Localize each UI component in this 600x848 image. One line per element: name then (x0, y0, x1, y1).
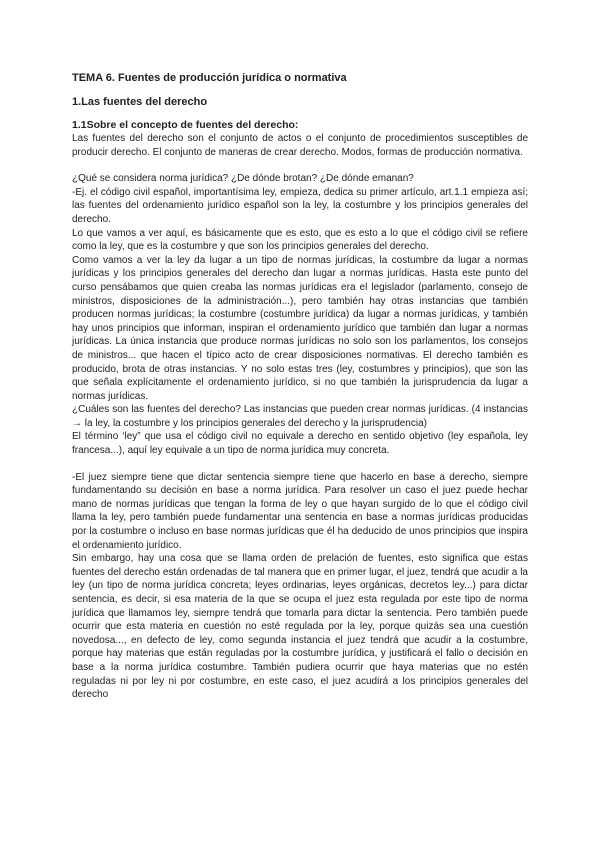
paragraph-which-sources: ¿Cuáles son las fuentes del derecho? Las instancias que pueden crear normas jurídicas. (4 instancias → la ley, la costumbre y los principios generales del derecho y la jurisprudencia) (72, 404, 528, 429)
paragraph-prelation: Sin embargo, hay una cosa que se llama orden de prelación de fuentes, esto significa que estas fuentes del derecho están ordenadas de tal manera que en primer lugar, el juez, tendrá que acudir a la ley (un tipo de norma jurídica concreta; leyes ordinarias, leyes orgánicas, decretos ley...) para dictar sentencia, es decir, si esa materia de la que se ocupa el juez esta regulada por este tipo de norma jurídica que llamamos ley, siempre tendrá que tomarla para dictar la sentencia. Pero también puede ocurrir que esta materia en cuestión no esté regulada por la ley, porque quizás sea una cuestión novedosa..., en defecto de ley, como segunda instancia el juez tendrá que acudir a la costumbre, porque hay materias que están reguladas por la costumbre jurídica, y justificará el fallo o decisión en base a la norma jurídica costumbre. También pudiera ocurrir que haya materias que no estén reguladas ni por ley ni por costumbre, en este caso, el juez acudirá a los principios generales del derecho (72, 553, 528, 701)
paragraph-judge: -El juez siempre tiene que dictar sentencia siempre tiene que hacerlo en base a derecho, siempre fundamentando su decisión en base a norma jurídica. Para resolver un caso el juez puede hechar mano de normas jurídicas que tengan la forma de ley o que hayan surgido de lo que el código civil llama la ley, pero también puede fundamentar una sentencia en base a normas jurídicas producidas por la costumbre o incluso en base normas jurídicas que él ha deducido de unos principios que inspira el ordenamiento jurídico. (72, 471, 528, 551)
section-heading: 1.Las fuentes del derecho (72, 96, 208, 108)
paragraph-questions: ¿Qué se considera norma jurídica? ¿De dónde brotan? ¿De dónde emanan? (72, 173, 414, 185)
document-title: TEMA 6. Fuentes de producción jurídica o normativa (72, 72, 347, 84)
paragraph-definition: Las fuentes del derecho son el conjunto de actos o el conjunto de procedimientos susceptibles de producir derecho. El conjunto de maneras de crear derecho. Modos, formas de producción normativa. (72, 133, 528, 158)
paragraph-overview: Lo que vamos a ver aquí, es básicamente que es esto, que es esto a lo que el código civil se refiere como la ley, que es la costumbre y que son los principios generales del derecho. (72, 227, 528, 253)
subsection-heading: 1.1Sobre el concepto de fuentes del derecho: (72, 119, 299, 131)
paragraph-sources-explained: Como vamos a ver la ley da lugar a un tipo de normas jurídicas, la costumbre da lugar a normas jurídicas y los principios generales del derecho dan lugar a normas jurídicas. Hasta este punto del curso pensábamos que quien creaba las normas jurídicas era el legislador (parlamento, consejo de ministros, disposiciones de la administración...), pero también hay otras instancias que también producen normas jurídicas; la costumbre (costumbre jurídica) da lugar a normas jurídicas, y también hay unos principios que informan, inspiran el ordenamiento jurídico que también dan lugar a normas jurídicas. La única instancia que produce normas jurídicas no solo son los parlamentos, los consejos de ministros... que hacen el típico acto de crear disposiciones normativas. El derecho también es producido, brota de otras instancias. Y no solo estas tres (ley, costumbres y principios), que son las que señala explícitamente el ordenamiento jurídico, si no que también la jurisprudencia da lugar a normas jurídicas. (72, 254, 528, 402)
paragraph-example: -Ej. el código civil español, importantísima ley, empieza, dedica su primer artículo, art.1.1 empieza así; las fuentes del ordenamiento jurídico español son la ley, la costumbre y los principios generales del derecho. (72, 186, 528, 225)
document-body (72, 71, 528, 702)
paragraph-ley-term: El término ‘ley” que usa el código civil no equivale a derecho en sentido objetivo (ley española, ley francesa...), aquí ley equivale a un tipo de norma jurídica muy concreta. (72, 431, 528, 457)
